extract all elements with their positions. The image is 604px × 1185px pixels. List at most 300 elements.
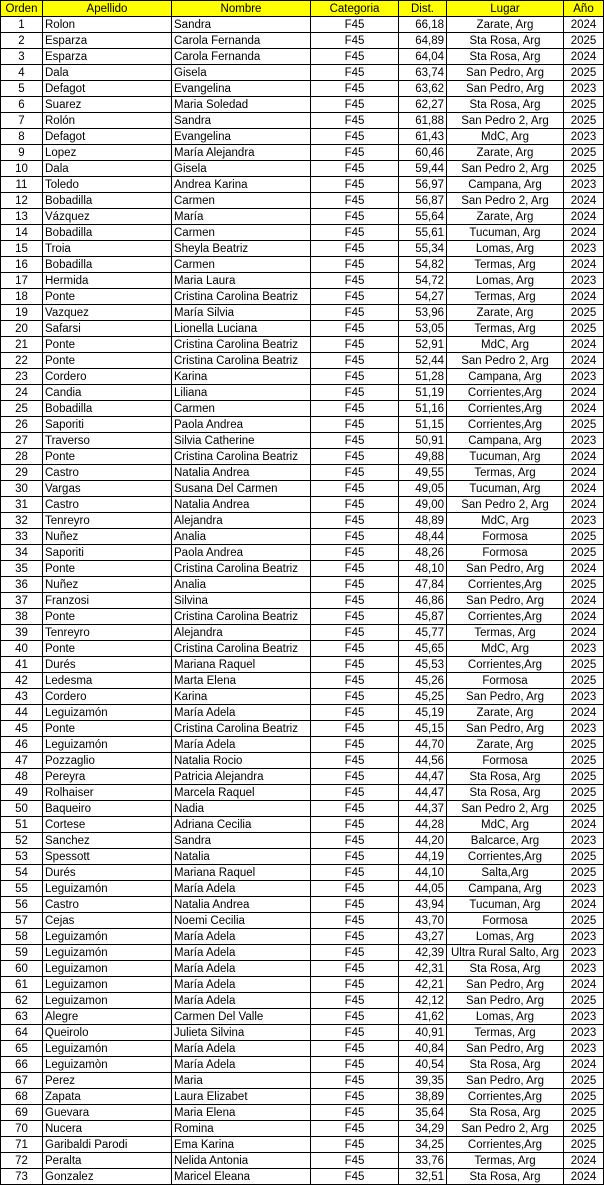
cell-anio: 2024 <box>564 1057 604 1073</box>
table-row <box>1 177 604 193</box>
cell-dist: 59,44 <box>399 161 447 177</box>
cell-orden: 69 <box>1 1105 43 1121</box>
cell-nombre: Analia <box>172 529 311 545</box>
cell-lugar: Salta,Arg <box>447 865 564 881</box>
cell-apellido: Tenreyro <box>43 625 172 641</box>
cell-apellido: Nucera <box>43 1121 172 1137</box>
cell-anio: 2023 <box>564 513 604 529</box>
cell-apellido: Alegre <box>43 1009 172 1025</box>
cell-categoria: F45 <box>311 209 399 225</box>
cell-categoria: F45 <box>311 17 399 33</box>
cell-lugar: Termas, Arg <box>447 1025 564 1041</box>
cell-categoria: F45 <box>311 753 399 769</box>
table-row <box>1 753 604 769</box>
cell-categoria: F45 <box>311 561 399 577</box>
cell-orden: 23 <box>1 369 43 385</box>
cell-dist: 54,27 <box>399 289 447 305</box>
table-row <box>1 657 604 673</box>
cell-nombre: Carmen <box>172 401 311 417</box>
cell-anio: 2023 <box>564 641 604 657</box>
cell-lugar: Sta Rosa, Arg <box>447 1105 564 1121</box>
table-row <box>1 17 604 33</box>
cell-anio: 2024 <box>564 289 604 305</box>
cell-lugar: San Pedro, Arg <box>447 977 564 993</box>
cell-categoria: F45 <box>311 145 399 161</box>
cell-lugar: San Pedro, Arg <box>447 65 564 81</box>
table-row <box>1 625 604 641</box>
cell-anio: 2025 <box>564 1137 604 1153</box>
cell-nombre: María Adela <box>172 1041 311 1057</box>
cell-anio: 2023 <box>564 929 604 945</box>
cell-dist: 48,10 <box>399 561 447 577</box>
cell-categoria: F45 <box>311 657 399 673</box>
table-row <box>1 465 604 481</box>
cell-lugar: Termas, Arg <box>447 625 564 641</box>
table-row <box>1 193 604 209</box>
table-row <box>1 1025 604 1041</box>
cell-nombre: Evangelina <box>172 81 311 97</box>
cell-apellido: Ponte <box>43 721 172 737</box>
cell-lugar: Corrientes,Arg <box>447 609 564 625</box>
cell-apellido: Lopez <box>43 145 172 161</box>
cell-nombre: Sandra <box>172 833 311 849</box>
cell-apellido: Dala <box>43 65 172 81</box>
cell-lugar: San Pedro 2, Arg <box>447 193 564 209</box>
cell-dist: 66,18 <box>399 17 447 33</box>
cell-anio: 2023 <box>564 241 604 257</box>
cell-apellido: Nuñez <box>43 577 172 593</box>
cell-lugar: San Pedro, Arg <box>447 561 564 577</box>
cell-anio: 2023 <box>564 129 604 145</box>
header-anio: Año <box>564 1 604 17</box>
cell-anio: 2025 <box>564 529 604 545</box>
cell-categoria: F45 <box>311 417 399 433</box>
cell-categoria: F45 <box>311 961 399 977</box>
table-row <box>1 65 604 81</box>
cell-categoria: F45 <box>311 833 399 849</box>
cell-categoria: F45 <box>311 865 399 881</box>
cell-lugar: Sta Rosa, Arg <box>447 33 564 49</box>
cell-lugar: Campana, Arg <box>447 369 564 385</box>
cell-nombre: Maria Soledad <box>172 97 311 113</box>
header-row <box>1 1 604 17</box>
table-row <box>1 833 604 849</box>
cell-nombre: Paola Andrea <box>172 417 311 433</box>
cell-dist: 48,26 <box>399 545 447 561</box>
cell-categoria: F45 <box>311 369 399 385</box>
cell-nombre: Carola Fernanda <box>172 49 311 65</box>
cell-anio: 2024 <box>564 49 604 65</box>
cell-anio: 2023 <box>564 721 604 737</box>
cell-dist: 43,70 <box>399 913 447 929</box>
cell-apellido: Safarsi <box>43 321 172 337</box>
cell-dist: 54,82 <box>399 257 447 273</box>
cell-categoria: F45 <box>311 593 399 609</box>
cell-orden: 27 <box>1 433 43 449</box>
cell-categoria: F45 <box>311 177 399 193</box>
cell-anio: 2024 <box>564 977 604 993</box>
cell-nombre: Maria Elena <box>172 1105 311 1121</box>
cell-anio: 2023 <box>564 177 604 193</box>
cell-apellido: Vázquez <box>43 209 172 225</box>
cell-apellido: Leguizamón <box>43 705 172 721</box>
cell-anio: 2025 <box>564 417 604 433</box>
cell-orden: 60 <box>1 961 43 977</box>
cell-categoria: F45 <box>311 897 399 913</box>
cell-nombre: Mariana Raquel <box>172 657 311 673</box>
cell-orden: 13 <box>1 209 43 225</box>
header-lugar: Lugar <box>447 1 564 17</box>
cell-orden: 15 <box>1 241 43 257</box>
header-orden: Orden <box>1 1 43 17</box>
cell-anio: 2025 <box>564 1105 604 1121</box>
cell-orden: 11 <box>1 177 43 193</box>
table-row <box>1 929 604 945</box>
cell-nombre: Analia <box>172 577 311 593</box>
cell-lugar: Formosa <box>447 529 564 545</box>
cell-orden: 20 <box>1 321 43 337</box>
cell-apellido: Saporiti <box>43 417 172 433</box>
cell-dist: 42,31 <box>399 961 447 977</box>
cell-orden: 31 <box>1 497 43 513</box>
table-row <box>1 545 604 561</box>
cell-lugar: Sta Rosa, Arg <box>447 1169 564 1185</box>
cell-orden: 6 <box>1 97 43 113</box>
cell-nombre: Cristina Carolina Beatriz <box>172 353 311 369</box>
cell-lugar: Corrientes,Arg <box>447 849 564 865</box>
cell-nombre: Susana Del Carmen <box>172 481 311 497</box>
cell-dist: 49,05 <box>399 481 447 497</box>
cell-lugar: Lomas, Arg <box>447 1009 564 1025</box>
cell-nombre: Noemi Cecilia <box>172 913 311 929</box>
cell-nombre: Carmen <box>172 193 311 209</box>
table-row <box>1 417 604 433</box>
cell-apellido: Dala <box>43 161 172 177</box>
cell-categoria: F45 <box>311 625 399 641</box>
cell-nombre: Patricia Alejandra <box>172 769 311 785</box>
table-body <box>1 17 604 1185</box>
cell-dist: 51,28 <box>399 369 447 385</box>
cell-anio: 2024 <box>564 1169 604 1185</box>
cell-dist: 53,96 <box>399 305 447 321</box>
table-row <box>1 353 604 369</box>
cell-orden: 63 <box>1 1009 43 1025</box>
table-row <box>1 449 604 465</box>
table-row <box>1 129 604 145</box>
cell-dist: 43,94 <box>399 897 447 913</box>
cell-anio: 2023 <box>564 689 604 705</box>
cell-nombre: Alejandra <box>172 625 311 641</box>
cell-nombre: Sandra <box>172 113 311 129</box>
cell-orden: 70 <box>1 1121 43 1137</box>
cell-dist: 49,55 <box>399 465 447 481</box>
cell-anio: 2023 <box>564 961 604 977</box>
cell-apellido: Leguizamon <box>43 977 172 993</box>
cell-apellido: Ponte <box>43 337 172 353</box>
cell-apellido: Spessott <box>43 849 172 865</box>
cell-dist: 52,44 <box>399 353 447 369</box>
cell-categoria: F45 <box>311 1009 399 1025</box>
cell-categoria: F45 <box>311 481 399 497</box>
table-row <box>1 113 604 129</box>
table-row <box>1 337 604 353</box>
cell-nombre: Marcela Raquel <box>172 785 311 801</box>
cell-dist: 35,64 <box>399 1105 447 1121</box>
cell-orden: 29 <box>1 465 43 481</box>
cell-lugar: Corrientes,Arg <box>447 1089 564 1105</box>
table-row <box>1 737 604 753</box>
cell-apellido: Bobadilla <box>43 257 172 273</box>
cell-lugar: Sta Rosa, Arg <box>447 769 564 785</box>
cell-orden: 45 <box>1 721 43 737</box>
cell-apellido: Candia <box>43 385 172 401</box>
cell-nombre: Cristina Carolina Beatriz <box>172 337 311 353</box>
cell-nombre: María Silvia <box>172 305 311 321</box>
table-row <box>1 33 604 49</box>
cell-dist: 44,19 <box>399 849 447 865</box>
cell-dist: 56,87 <box>399 193 447 209</box>
cell-apellido: Defagot <box>43 129 172 145</box>
table-row <box>1 369 604 385</box>
cell-orden: 44 <box>1 705 43 721</box>
cell-apellido: Cordero <box>43 369 172 385</box>
cell-dist: 38,89 <box>399 1089 447 1105</box>
cell-nombre: Adriana Cecilia <box>172 817 311 833</box>
cell-nombre: Cristina Carolina Beatriz <box>172 609 311 625</box>
table-row <box>1 721 604 737</box>
cell-anio: 2024 <box>564 449 604 465</box>
cell-orden: 3 <box>1 49 43 65</box>
table-row <box>1 801 604 817</box>
cell-apellido: Castro <box>43 897 172 913</box>
cell-nombre: Carmen <box>172 225 311 241</box>
cell-dist: 43,27 <box>399 929 447 945</box>
table-row <box>1 289 604 305</box>
cell-nombre: Paola Andrea <box>172 545 311 561</box>
table-row <box>1 385 604 401</box>
cell-nombre: Evangelina <box>172 129 311 145</box>
cell-orden: 72 <box>1 1153 43 1169</box>
cell-lugar: San Pedro 2, Arg <box>447 353 564 369</box>
cell-anio: 2025 <box>564 577 604 593</box>
cell-categoria: F45 <box>311 929 399 945</box>
cell-lugar: Formosa <box>447 673 564 689</box>
cell-dist: 44,47 <box>399 769 447 785</box>
cell-anio: 2024 <box>564 257 604 273</box>
cell-categoria: F45 <box>311 1041 399 1057</box>
cell-dist: 51,16 <box>399 401 447 417</box>
cell-lugar: Tucuman, Arg <box>447 481 564 497</box>
cell-dist: 42,12 <box>399 993 447 1009</box>
table-row <box>1 161 604 177</box>
cell-orden: 10 <box>1 161 43 177</box>
cell-orden: 32 <box>1 513 43 529</box>
cell-anio: 2024 <box>564 401 604 417</box>
cell-lugar: Termas, Arg <box>447 289 564 305</box>
cell-categoria: F45 <box>311 433 399 449</box>
table-row <box>1 785 604 801</box>
cell-dist: 45,65 <box>399 641 447 657</box>
cell-dist: 49,88 <box>399 449 447 465</box>
cell-anio: 2025 <box>564 321 604 337</box>
cell-anio: 2024 <box>564 705 604 721</box>
cell-lugar: MdC, Arg <box>447 817 564 833</box>
cell-lugar: San Pedro, Arg <box>447 993 564 1009</box>
cell-orden: 34 <box>1 545 43 561</box>
cell-dist: 61,43 <box>399 129 447 145</box>
cell-dist: 44,28 <box>399 817 447 833</box>
cell-categoria: F45 <box>311 1121 399 1137</box>
cell-nombre: Ema Karina <box>172 1137 311 1153</box>
cell-anio: 2025 <box>564 1089 604 1105</box>
cell-dist: 44,37 <box>399 801 447 817</box>
cell-orden: 48 <box>1 769 43 785</box>
cell-orden: 52 <box>1 833 43 849</box>
cell-anio: 2025 <box>564 113 604 129</box>
table-row <box>1 49 604 65</box>
cell-orden: 47 <box>1 753 43 769</box>
cell-dist: 48,44 <box>399 529 447 545</box>
cell-categoria: F45 <box>311 305 399 321</box>
cell-lugar: Zarate, Arg <box>447 737 564 753</box>
table-row <box>1 529 604 545</box>
cell-nombre: Karina <box>172 689 311 705</box>
cell-categoria: F45 <box>311 1089 399 1105</box>
cell-orden: 16 <box>1 257 43 273</box>
cell-lugar: Sta Rosa, Arg <box>447 785 564 801</box>
cell-nombre: Natalia Rocio <box>172 753 311 769</box>
cell-apellido: Leguizamon <box>43 961 172 977</box>
cell-anio: 2024 <box>564 593 604 609</box>
cell-nombre: María Adela <box>172 961 311 977</box>
cell-lugar: Termas, Arg <box>447 321 564 337</box>
cell-anio: 2024 <box>564 193 604 209</box>
cell-dist: 42,39 <box>399 945 447 961</box>
cell-lugar: Campana, Arg <box>447 881 564 897</box>
cell-nombre: Nadia <box>172 801 311 817</box>
cell-dist: 45,25 <box>399 689 447 705</box>
cell-lugar: Termas, Arg <box>447 465 564 481</box>
cell-apellido: Rolón <box>43 113 172 129</box>
cell-nombre: María Adela <box>172 929 311 945</box>
cell-anio: 2025 <box>564 865 604 881</box>
table-row <box>1 673 604 689</box>
cell-lugar: Zarate, Arg <box>447 17 564 33</box>
cell-categoria: F45 <box>311 401 399 417</box>
cell-anio: 2024 <box>564 385 604 401</box>
cell-apellido: Leguizamón <box>43 881 172 897</box>
table-row <box>1 1089 604 1105</box>
table-row <box>1 305 604 321</box>
cell-anio: 2025 <box>564 545 604 561</box>
cell-dist: 44,47 <box>399 785 447 801</box>
cell-orden: 61 <box>1 977 43 993</box>
cell-orden: 8 <box>1 129 43 145</box>
cell-apellido: Defagot <box>43 81 172 97</box>
table-row <box>1 225 604 241</box>
table-row <box>1 817 604 833</box>
table-row <box>1 1169 604 1185</box>
cell-lugar: MdC, Arg <box>447 513 564 529</box>
cell-nombre: Carmen <box>172 257 311 273</box>
table-row <box>1 1105 604 1121</box>
cell-apellido: Traverso <box>43 433 172 449</box>
cell-dist: 46,86 <box>399 593 447 609</box>
cell-lugar: Lomas, Arg <box>447 273 564 289</box>
table-row <box>1 145 604 161</box>
cell-dist: 55,61 <box>399 225 447 241</box>
cell-lugar: San Pedro, Arg <box>447 721 564 737</box>
cell-orden: 42 <box>1 673 43 689</box>
cell-categoria: F45 <box>311 1105 399 1121</box>
cell-categoria: F45 <box>311 1153 399 1169</box>
cell-dist: 51,19 <box>399 385 447 401</box>
cell-anio: 2025 <box>564 1121 604 1137</box>
cell-dist: 64,04 <box>399 49 447 65</box>
header-dist: Dist. <box>399 1 447 17</box>
cell-apellido: Leguizamón <box>43 929 172 945</box>
cell-categoria: F45 <box>311 353 399 369</box>
cell-anio: 2024 <box>564 497 604 513</box>
cell-apellido: Garibaldi Parodi <box>43 1137 172 1153</box>
cell-apellido: Ponte <box>43 609 172 625</box>
cell-categoria: F45 <box>311 545 399 561</box>
cell-orden: 55 <box>1 881 43 897</box>
cell-categoria: F45 <box>311 289 399 305</box>
cell-lugar: Corrientes,Arg <box>447 1137 564 1153</box>
header-nombre: Nombre <box>172 1 311 17</box>
cell-nombre: María Adela <box>172 945 311 961</box>
cell-categoria: F45 <box>311 689 399 705</box>
cell-lugar: San Pedro 2, Arg <box>447 801 564 817</box>
cell-dist: 45,87 <box>399 609 447 625</box>
cell-orden: 26 <box>1 417 43 433</box>
cell-orden: 57 <box>1 913 43 929</box>
cell-apellido: Suarez <box>43 97 172 113</box>
cell-anio: 2023 <box>564 1009 604 1025</box>
cell-lugar: Tucuman, Arg <box>447 225 564 241</box>
cell-apellido: Leguizamòn <box>43 1057 172 1073</box>
table-row <box>1 897 604 913</box>
cell-lugar: Zarate, Arg <box>447 145 564 161</box>
cell-categoria: F45 <box>311 993 399 1009</box>
cell-nombre: Julieta Silvina <box>172 1025 311 1041</box>
cell-orden: 22 <box>1 353 43 369</box>
cell-anio: 2023 <box>564 273 604 289</box>
cell-dist: 61,88 <box>399 113 447 129</box>
cell-apellido: Leguizamón <box>43 1041 172 1057</box>
table-row <box>1 1009 604 1025</box>
cell-lugar: Corrientes,Arg <box>447 385 564 401</box>
cell-nombre: Silvina <box>172 593 311 609</box>
cell-nombre: Natalia Andrea <box>172 465 311 481</box>
cell-nombre: Cristina Carolina Beatriz <box>172 641 311 657</box>
cell-nombre: Laura Elizabet <box>172 1089 311 1105</box>
cell-dist: 41,62 <box>399 1009 447 1025</box>
cell-apellido: Toledo <box>43 177 172 193</box>
cell-orden: 37 <box>1 593 43 609</box>
cell-orden: 30 <box>1 481 43 497</box>
cell-nombre: Cristina Carolina Beatriz <box>172 289 311 305</box>
cell-categoria: F45 <box>311 497 399 513</box>
cell-categoria: F45 <box>311 913 399 929</box>
cell-dist: 55,34 <box>399 241 447 257</box>
cell-categoria: F45 <box>311 577 399 593</box>
cell-anio: 2023 <box>564 369 604 385</box>
table-row <box>1 913 604 929</box>
cell-anio: 2025 <box>564 161 604 177</box>
cell-categoria: F45 <box>311 705 399 721</box>
